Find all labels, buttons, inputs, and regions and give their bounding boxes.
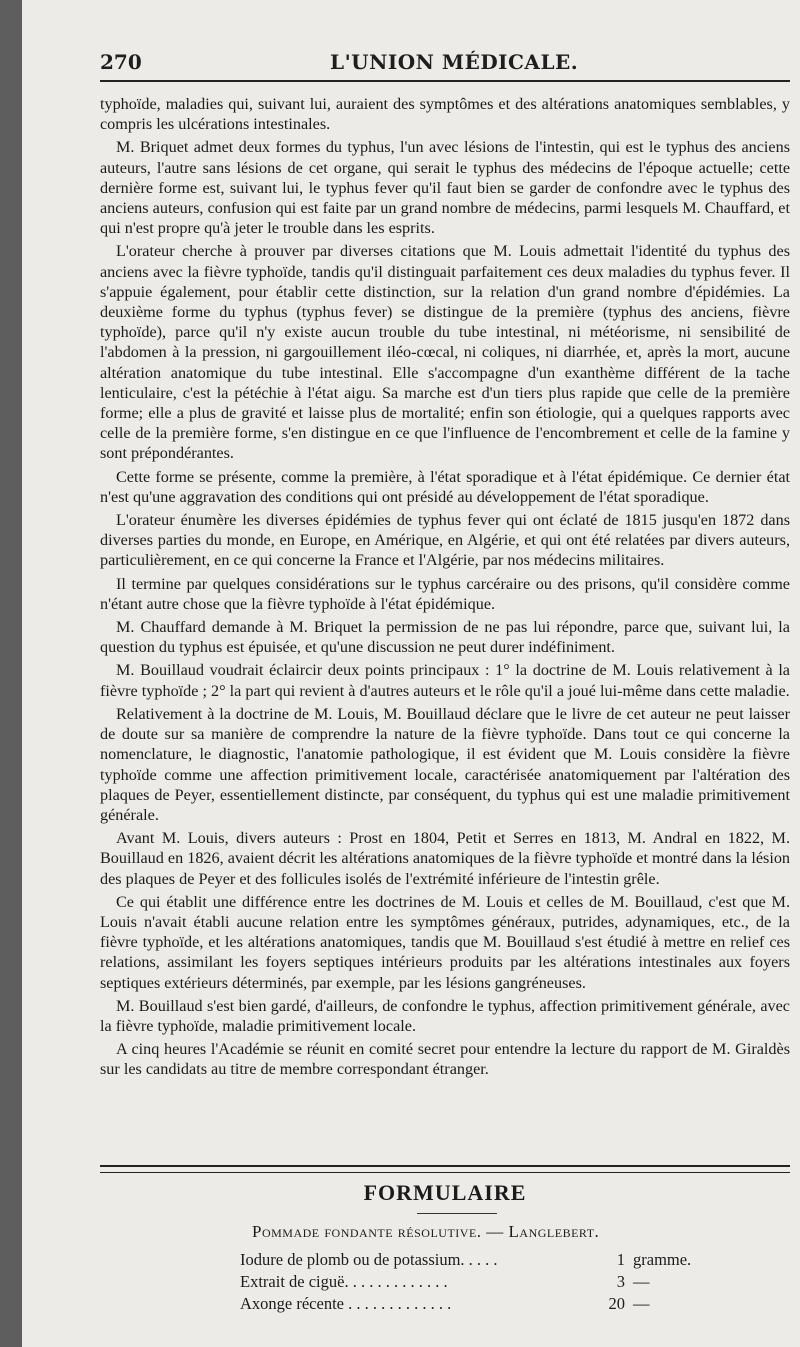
article-body	[100, 94, 790, 1083]
paragraph: Relativement à la doctrine de M. Louis, M. Bouillaud déclare que le livre de cet auteur ne peut laisser de doute sur sa manière de comprendre la nature de la fièvre typhoïde. Dans tout ce qui concerne la nomenclature, le diagnostic, l'anatomie pathologique, il est évident que M. Louis considère la fièvre typhoïde comme une affection primitivement locale, caractérisée anatomiquement par l'altération des plaques de Peyer, essentiellement distincte, par conséquent, du typhus qui est une maladie primitivement générale.	[100, 704, 790, 824]
ingredient-row	[240, 1272, 700, 1294]
paragraph: typhoïde, maladies qui, suivant lui, auraient des symptômes et des altérations anatomiques semblables, y compris les ulcérations intestinales.	[100, 95, 790, 134]
ingredient-quantity: 1	[616, 1250, 625, 1269]
paragraph: M. Briquet admet deux formes du typhus, l'un avec lésions de l'intestin, qui est le typhus des anciens auteurs, l'autre sans lésions de cet organe, qui serait le typhus des médecins de l'époque actuelle; cette dernière forme est, suivant lui, le typhus fever qu'il faut bien se garder de confondre avec le typhus des anciens auteurs, confusion qui est faite par un grand nombre de médecins, parmi lesquels M. Chauffard, et qui n'est propre qu'à jeter le trouble dans les esprits.	[100, 138, 790, 238]
ingredient-unit: gramme.	[633, 1250, 692, 1269]
section-divider	[100, 1165, 790, 1173]
page-number: 270	[100, 50, 142, 74]
title-underline	[417, 1213, 497, 1214]
paragraph: Cette forme se présente, comme la première, à l'état sporadique et à l'état épidémique. Ce dernier état n'est qu'une aggravation des conditions qui ont présidé au développement de l'état sporadique.	[100, 467, 790, 506]
running-title: L'UNION MÉDICALE.	[330, 50, 579, 74]
ingredient-quantity: 3	[616, 1272, 625, 1291]
ingredient-name: Extrait de ciguë. . . . . . . . . . . . .	[240, 1272, 448, 1291]
paragraph: M. Bouillaud s'est bien gardé, d'ailleurs, de confondre le typhus, affection primitivement générale, avec la fièvre typhoïde, maladie primitivement locale.	[100, 996, 790, 1035]
paragraph: Ce qui établit une différence entre les doctrines de M. Louis et celles de M. Bouillaud, c'est que M. Louis n'avait établi aucune relation entre les symptômes généraux, putrides, adynamiques, etc., de la fièvre typhoïde, et les altérations anatomiques, tandis que M. Bouillaud s'est étudié à mettre en relief ces relations, assimilant les foyers septiques intérieurs produits par les altérations intestinales aux foyers septiques extérieurs déterminés, par exemple, par les lésions gangréneuses.	[100, 892, 790, 992]
header-rule	[100, 80, 790, 82]
ingredient-row	[240, 1294, 700, 1316]
ingredient-name: Axonge récente . . . . . . . . . . . . .	[240, 1294, 452, 1313]
paragraph: Avant M. Louis, divers auteurs : Prost en 1804, Petit et Serres en 1813, M. Andral en 1822, M. Bouillaud en 1826, avaient décrit les altérations anatomiques de la fièvre typhoïde et montré dans la lésion des plaques de Peyer et des follicules isolés de l'extrémité inférieure de l'intestin grêle.	[100, 829, 791, 888]
paragraph: Il termine par quelques considérations sur le typhus carcéraire ou des prisons, qu'il considère comme n'étant autre chose que la fièvre typhoïde à l'état épidémique.	[100, 574, 790, 613]
paragraph: M. Bouillaud voudrait éclaircir deux points principaux : 1° la doctrine de M. Louis relativement à la fièvre typhoïde ; 2° la part qui revient à d'autres auteurs et le rôle qu'il a joué lui-même dans cette maladie.	[100, 661, 790, 700]
page-header	[100, 44, 790, 80]
ingredient-quantity: 20	[608, 1294, 625, 1313]
page	[22, 0, 800, 1347]
paragraph: A cinq heures l'Académie se réunit en comité secret pour entendre la lecture du rapport de M. Giraldès sur les candidats au titre de membre correspondant étranger.	[100, 1040, 790, 1079]
paragraph: L'orateur énumère les diverses épidémies de typhus fever qui ont éclaté de 1815 jusqu'en 1872 dans diverses parties du monde, en Europe, en Amérique, en Algérie, et qui ont été relatées par divers auteurs, particulièrement, en ce qui concerne la France et l'Algérie, par nos médecins militaires.	[100, 511, 790, 570]
ingredient-row	[240, 1250, 700, 1272]
recipe-title: Pommade fondante résolutive. — Langlebert.	[252, 1222, 600, 1241]
formulaire-title: FORMULAIRE	[363, 1180, 527, 1205]
ingredient-unit: —	[633, 1294, 650, 1313]
ingredient-name: Iodure de plomb ou de potassium. . . . .	[240, 1250, 498, 1269]
paragraph: M. Chauffard demande à M. Briquet la permission de ne pas lui répondre, parce que, suivant lui, la question du typhus est épuisée, et qu'une discussion ne peut durer indéfiniment.	[100, 618, 790, 657]
ingredient-unit: —	[633, 1272, 650, 1291]
paragraph: L'orateur cherche à prouver par diverses citations que M. Louis admettait l'identité du typhus des anciens avec la fièvre typhoïde, tandis qu'il distinguait parfaitement ces deux maladies du typhus fever. Il s'appuie également, pour établir cette distinction, sur la relation d'un grand nombre d'épidémies. La deuxième forme du typhus (typhus fever) se distingue de la première (typhus des anciens, fièvre typhoïde), parce qu'il n'y existe aucun trouble du tube intestinal, ni météorisme, ni sensibilité de l'abdomen à la pression, ni gargouillement iléo-cœcal, ni coliques, ni diarrhée, et, après la mort, aucune altération anatomique du tube intestinal. Elle s'accompagne d'un exanthème différent de la tache lenticulaire, c'est la pétéchie à l'état aigu. Sa marche est d'un tiers plus rapide que celle de la première forme; elle a plus de gravité et laisse plus de mortalité; enfin son étiologie, qui a quelques rapports avec celle de la première forme, s'en distingue en ce que l'influence de l'encombrement et celle de la famine y sont prépondérantes.	[100, 242, 790, 463]
